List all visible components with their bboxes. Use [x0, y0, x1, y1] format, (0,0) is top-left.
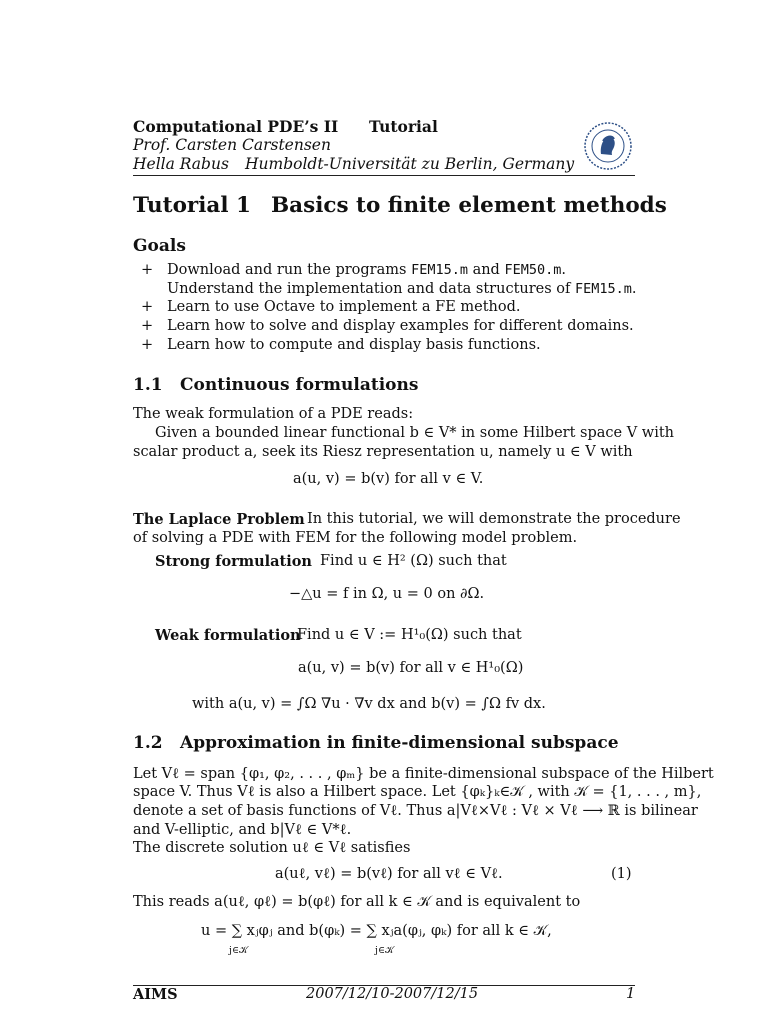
assistant-name: Hella Rabus: [133, 155, 229, 173]
equation: a(u, v) = b(v) for all v ∈ H¹₀(Ω): [298, 660, 524, 676]
goal-item: + Learn how to compute and display basis functions.: [133, 337, 541, 353]
sum-index: j∈𝒦: [375, 945, 394, 956]
bullet: +: [141, 262, 154, 278]
course-kind: Tutorial: [369, 117, 438, 136]
university-name: Humboldt-Universität zu Berlin, Germany: [245, 155, 575, 173]
paragraph: space V. Thus Vℓ is also a Hilbert space. Let {φₖ}ₖ∈𝒦 , with 𝒦 = {1, . . . , m},: [133, 784, 702, 800]
paragraph: and V-elliptic, and b|Vℓ ∈ V*ℓ.: [133, 822, 352, 838]
paragraph: with a(u, v) = ∫Ω ∇u · ∇v dx and b(v) = ∫Ω fv dx.: [192, 696, 546, 712]
goal-item: + Learn to use Octave to implement a FE method.: [133, 299, 521, 315]
code-filename: FEM15.m: [411, 262, 468, 278]
code-filename: FEM15.m: [575, 281, 632, 297]
footer-center: 2007/12/10-2007/12/15: [306, 986, 479, 1002]
paragraph: The discrete solution uℓ ∈ Vℓ satisfies: [133, 840, 411, 856]
section-title: Continuous formulations: [180, 375, 419, 395]
footer-left: AIMS: [133, 986, 178, 1003]
equation-number: (1): [611, 866, 632, 882]
paragraph-heading: The Laplace Problem: [133, 511, 305, 528]
goals-heading: Goals: [133, 236, 186, 256]
paragraph: Given a bounded linear functional b ∈ V* in some Hilbert space V with: [155, 425, 674, 441]
tutorial-title: Basics to finite element methods: [271, 193, 667, 218]
paragraph: scalar product a, seek its Riesz representation u, namely u ∈ V with: [133, 444, 633, 460]
section-title: Approximation in finite-dimensional subspace: [180, 733, 619, 753]
paragraph-heading: Strong formulation: [155, 553, 312, 570]
header-rule: [133, 175, 635, 176]
equation: u = ∑ xⱼφⱼ and b(φₖ) = ∑ xⱼa(φⱼ, φₖ) for all k ∈ 𝒦,: [201, 923, 552, 939]
goal-item: + Learn how to solve and display examples for different domains.: [133, 318, 634, 334]
bullet: +: [141, 299, 154, 315]
paragraph: denote a set of basis functions of Vℓ. Thus a|Vℓ×Vℓ : Vℓ × Vℓ ⟶ ℝ is bilinear: [133, 803, 698, 819]
course-name: Computational PDE’s II: [133, 117, 339, 136]
bullet: +: [141, 318, 154, 334]
equation: a(uℓ, vℓ) = b(vℓ) for all vℓ ∈ Vℓ.: [275, 866, 503, 882]
paragraph: This reads a(uℓ, φℓ) = b(φℓ) for all k ∈ 𝒦 and is equivalent to: [133, 894, 581, 910]
page-number: 1: [626, 986, 636, 1002]
equation: −△u = f in Ω, u = 0 on ∂Ω.: [289, 586, 485, 602]
code-filename: FEM50.m: [504, 262, 562, 278]
paragraph: Let Vℓ = span {φ₁, φ₂, . . . , φₘ} be a finite-dimensional subspace of the Hilbert: [133, 766, 714, 782]
goal-item: + Download and run the programs FEM15.m and FEM50.m.: [133, 262, 566, 278]
paragraph: The weak formulation of a PDE reads:: [133, 406, 414, 422]
section-number: 1.1: [133, 375, 163, 395]
paragraph: Find u ∈ H² (Ω) such that: [320, 553, 507, 569]
university-seal-icon: [583, 121, 633, 171]
paragraph-heading: Weak formulation: [155, 627, 301, 644]
equation: a(u, v) = b(v) for all v ∈ V.: [293, 471, 484, 487]
bullet: +: [141, 337, 154, 353]
section-number: 1.2: [133, 733, 163, 753]
paragraph: Find u ∈ V := H¹₀(Ω) such that: [297, 627, 522, 643]
professor-name: Prof. Carsten Carstensen: [133, 136, 331, 154]
tutorial-number: Tutorial 1: [133, 193, 251, 218]
goal-item-continued: Understand the implementation and data structures of FEM15.m.: [167, 281, 637, 297]
sum-index: j∈𝒦: [229, 945, 248, 956]
paragraph: In this tutorial, we will demonstrate the procedure: [307, 511, 681, 527]
paragraph: of solving a PDE with FEM for the following model problem.: [133, 530, 578, 546]
